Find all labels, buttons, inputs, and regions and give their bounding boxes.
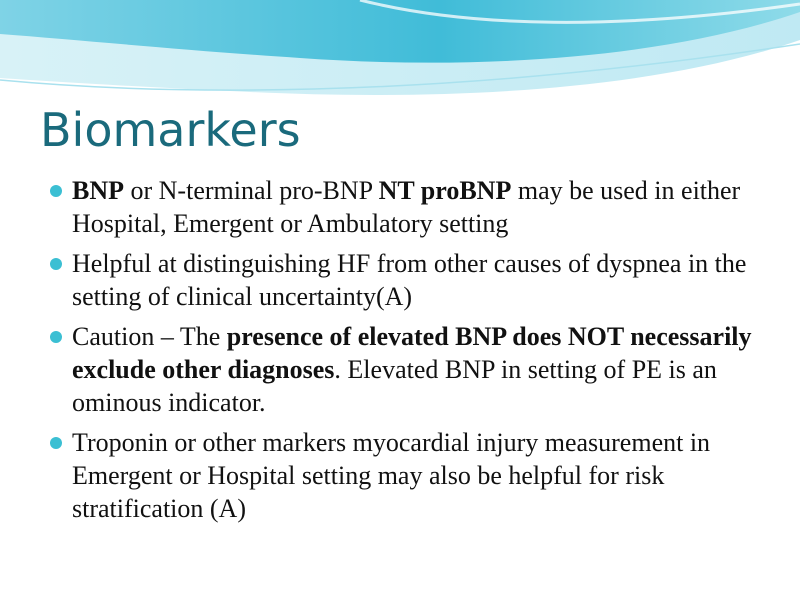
bullet-text-bold: presence of elevated BNP does NOT necessarily exclude other diagnoses [72,322,752,384]
header-wave-decoration [0,0,800,110]
slide-title: Biomarkers [40,103,301,157]
bullet-text: may be used in either Hospital, Emergent or Ambulatory setting [72,176,741,238]
bullet-text: . Elevated BNP in setting of PE is an ominous indicator. [72,355,717,417]
bullet-text: Troponin or other markers myocardial injury measurement in Emergent or Hospital setting may also be helpful for risk stratification (A) [72,428,711,523]
bullet-text-bold: NT proBNP [378,176,512,205]
bullet-text: Helpful at distinguishing HF from other causes of dyspnea in the setting of clinical uncertainty(A) [72,249,747,311]
bullet-dot-icon [50,185,62,197]
bullet-item [50,247,760,313]
bullet-item [50,426,760,525]
bullet-text-bold: BNP [72,176,124,205]
bullet-item [50,320,760,419]
bullet-list [50,174,760,532]
bullet-dot-icon [50,437,62,449]
bullet-item [50,174,760,240]
bullet-text: or N-terminal pro-BNP [124,176,379,205]
bullet-text: Caution – The [72,322,227,351]
bullet-dot-icon [50,331,62,343]
bullet-dot-icon [50,258,62,270]
